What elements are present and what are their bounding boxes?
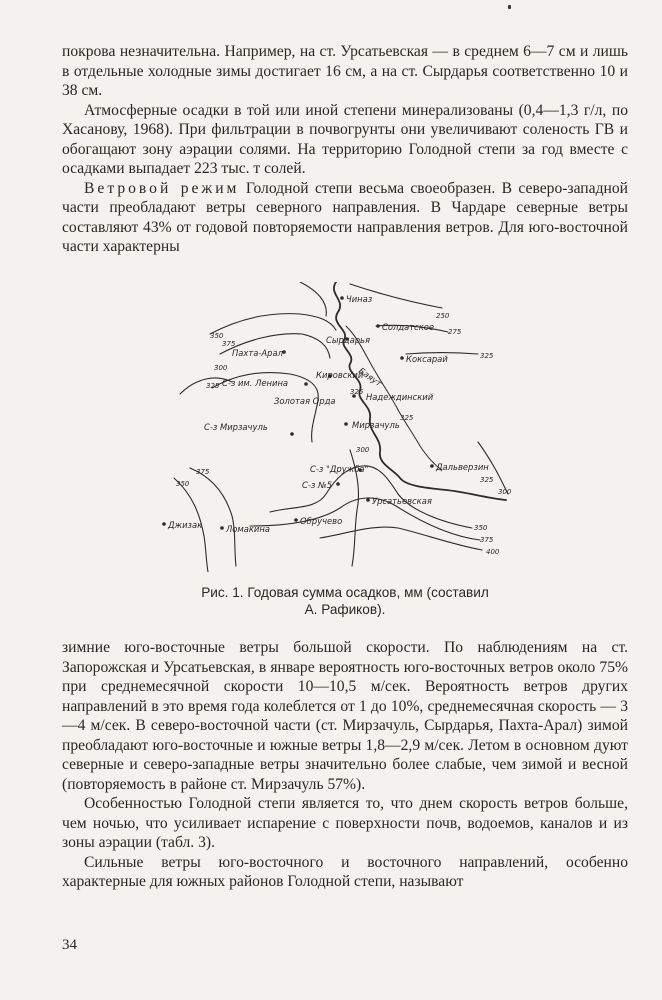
isohyet-line <box>320 527 482 550</box>
paragraph-precipitation-minerals: Атмосферные осадки в той или иной степени минерализованы (0,4—1,3 г/л, по Хасанову, 1968). При фильтрации в почвогрунты они увеличивают соленость ГВ и обогащают зону аэрации солями. На территорию Голодной степи за год вместе с осадками выпадает 223 тыс. т солей. <box>62 101 628 177</box>
settlement-dot <box>340 296 344 300</box>
settlement-dot <box>400 356 404 360</box>
isohyet-label: 375 <box>196 468 210 476</box>
label-chinaz: Чиназ <box>346 294 373 304</box>
isohyet-label: 350 <box>210 332 224 340</box>
label-dzhizak: Джизак <box>168 520 203 530</box>
label-obruchevo: Обручево <box>300 516 343 526</box>
isohyet-line <box>250 498 480 540</box>
top-text <box>62 42 628 257</box>
label-pakhta-aral: Пахта-Арал <box>232 348 283 358</box>
page-number: 34 <box>62 937 77 953</box>
isohyet-label: 375 <box>222 340 236 348</box>
label-soldatskoe: Солдатское <box>382 322 435 332</box>
settlement-dot <box>344 422 348 426</box>
isohyet-line <box>190 468 236 566</box>
settlement-dot <box>294 518 298 522</box>
settlement-dot <box>366 498 370 502</box>
bottom-text <box>62 638 628 892</box>
label-sz-mirzachul: С-з Мирзачуль <box>204 422 268 432</box>
isohyet-label: 375 <box>480 536 494 544</box>
isohyet-label: 325 <box>480 352 494 360</box>
isohyet-label: 275 <box>448 328 462 336</box>
label-syrdarya: Сырдарья <box>326 335 370 345</box>
isohyet-line <box>210 314 336 334</box>
settlement-dot <box>336 482 340 486</box>
label-nadezhdinsky: Надеждинский <box>366 392 434 402</box>
wind-regime-heading: Ветровой режим <box>84 179 240 197</box>
settlement-dot <box>376 324 380 328</box>
paragraph-day-night-winds: Особенностью Голодной степи является то, что днем скорость ветров больше, чем ночью, что усиливает испарение с поверхности почв, водоемов, каналов и из зоны аэрации (табл. 3). <box>62 795 628 851</box>
settlement-dot <box>220 526 224 530</box>
isohyet-label: 400 <box>486 548 500 556</box>
label-koksaray: Коксарай <box>406 354 448 364</box>
label-zolotaya-orda: Золотая Орда <box>274 396 336 406</box>
paragraph-winter-winds: зимние юго-восточные ветры большой скорости. По наблюдениям на ст. Запорожская и Урсатьевская, в январе вероятность юго-восточных ветров около 75% при среднемесячной скорости 10—10,5 м/сек. Вероятность ветров других направлений в это время года колеблется от 1 до 10%, среднемесячная скорость — 3—4 м/сек. В северо-восточной части (ст. Мирзачуль, Сырдарья, Пахта-Арал) зимой преобладают юго-восточные и южные ветры 1,8—2,9 м/сек. Летом в основном дуют северные и северо-западные ветры значительно более слабые, чем зимой и весной (повторяемость в районе ст. Мирзачуль 57%). <box>62 639 628 793</box>
paragraph-wind-regime <box>62 179 628 257</box>
label-sz-lenina: С-з им. Ленина <box>222 378 289 388</box>
isohyet-label: 350 <box>474 524 488 532</box>
isohyet-label: 300 <box>214 364 228 372</box>
label-kirovsky: Кировский <box>316 370 364 380</box>
label-dalverzin: Дальверзин <box>436 462 489 472</box>
label-sz-5: С-з №5 <box>302 480 333 490</box>
print-speck <box>508 5 511 9</box>
isohyet-label: 325 <box>206 382 220 390</box>
caption-line-1: Рис. 1. Годовая сумма осадков, мм (составил <box>201 585 489 600</box>
precipitation-map-figure <box>150 282 530 572</box>
settlement-dot <box>304 382 308 386</box>
isohyet-label: 325 <box>400 414 414 422</box>
wind-regime-text: Голодной степи весьма своеобразен. В северо-западной части преобладают ветры северного направления. В Чардаре северные ветры составляют 43% от годовой повторяемости направления ветров. Для юго-восточной части характерны <box>62 179 628 255</box>
label-sz-druzhba: С-з "Дружба" <box>310 464 369 474</box>
caption-line-2: А. Рафиков). <box>304 602 386 617</box>
paragraph-snow-cover: покрова незначительна. Например, на ст. Урсатьевская — в среднем 6—7 см и лишь в отдельные холодные зимы достигает 16 см, а на ст. Сырдарья соответственно 10 и 38 см. <box>62 43 628 99</box>
precipitation-map <box>150 282 530 572</box>
settlement-dot <box>290 432 294 436</box>
label-lomakina: Ломакина <box>226 524 270 534</box>
isohyet-label: 250 <box>436 312 450 320</box>
paragraph-strong-winds: Сильные ветры юго-восточного и восточного направлений, особенно характерные для южных районов Голодной степи, называют <box>62 853 628 890</box>
settlement-dot <box>162 522 166 526</box>
isohyet-label: 300 <box>498 488 512 496</box>
settlement-dot <box>430 464 434 468</box>
isohyet-label: 325 <box>350 388 364 396</box>
isohyet-line <box>300 282 326 316</box>
isohyet-label: 350 <box>176 480 190 488</box>
isohyet-label: 300 <box>356 446 370 454</box>
label-mirzachul: Мирзачуль <box>352 420 400 430</box>
label-bayaut: Баяут <box>356 365 384 389</box>
label-ursatievskaya: Урсатьевская <box>372 496 432 506</box>
figure-caption <box>62 584 628 618</box>
isohyet-label: 325 <box>480 476 494 484</box>
